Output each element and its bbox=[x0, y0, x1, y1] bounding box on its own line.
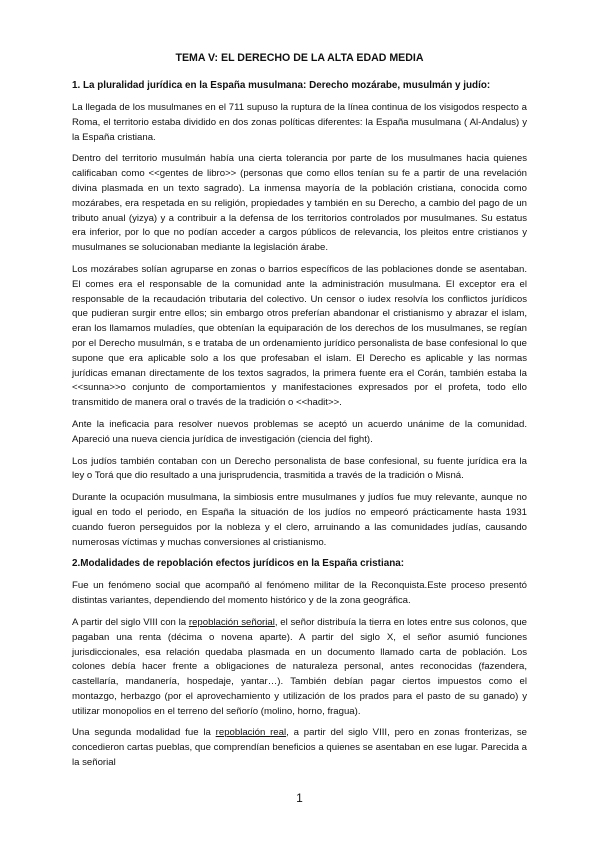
section-1-paragraph-6: Durante la ocupación musulmana, la simbiosis entre musulmanes y judíos fue muy relevante, aunque no igual en todo el periodo, en España la situación de los judíos no empeoró prácticamente hasta 1931 cuando fueron perseguidos por la nobleza y el clero, arruinando a las comunidades judías, causando numerosas víctimas y muchas conversiones al cristianismo. bbox=[72, 492, 527, 548]
underlined-term-repoblacion-real: repoblación real bbox=[215, 727, 287, 739]
section-2-paragraph-2 bbox=[72, 616, 527, 720]
document-title: TEMA V: EL DERECHO DE LA ALTA EDAD MEDIA bbox=[175, 52, 424, 64]
paragraph-text: , a partir del siglo VIII, pero en zonas fronterizas, se concedieron cartas pueblas, que comprendían beneficios a quienes se asentaban en ese lugar. Parecida a la señorial bbox=[72, 727, 527, 769]
section-2-paragraph-1: Fue un fenómeno social que acompañó al fenómeno militar de la Reconquista.Este proceso presentó distintas variantes, dependiendo del momento histórico y de la zona geográfica. bbox=[72, 580, 527, 607]
paragraph-text: Una segunda modalidad fue la bbox=[72, 727, 216, 739]
section-2-heading: 2.Modalidades de repoblación efectos jurídicos en la España cristiana: bbox=[72, 558, 405, 570]
document-page bbox=[72, 52, 527, 778]
paragraph-text: A partir del siglo VIII con la bbox=[72, 616, 189, 628]
section-1-paragraph-3: Los mozárabes solían agruparse en zonas o barrios específicos de las poblaciones donde se asentaban. El comes era el responsable de la comunidad ante la administración musulmana. El exceptor era el responsable de la recaudación tributaria del colectivo. Un censor o iudex resolvía los conflictos jurídicos que pudieran surgir entre ellos; sin embargo otros preferían abandonar el cristianismo y abrazar el islam, eran los llamamos muladíes, que obtenían la equiparación de los derechos de los musulmanes, se regían por el Derecho musulmán, s e trataba de un ordenamiento jurídico personalista de base confesional lo que supone que era aplicable solo a los que profesaban el islam. El Derecho es aplicable y las normas jurídicas emanan directamente de los textos sagrados, la primera fuente era el Corán, también estaba la <<sunna>>o conjunto de comportamientos y manifestaciones expresados por el profeta, todo ello transmitido de manera oral o través de la tradición o <<hadit>>. bbox=[72, 263, 527, 409]
section-1-paragraph-2: Dentro del territorio musulmán había una cierta tolerancia por parte de los musulmanes hacia quienes calificaban como <<gentes de libro>> (personas que como ellos tenían su fe a partir de una revelación divina plasmada en un texto sagrado). La inmensa mayoría de la población cristiana, conocida como mozárabes, era respetada en su religión, propiedades y también en su Derecho, a cambio del pago de un tributo anual (yizya) y a contribuir a la defensa de los territorios controlados por musulmanes. Su estatus era inferior, por lo que no podían acceder a cargos públicos de relevancia, los pleitos entre cristianos y musulmanes se solucionaban mediante la legislación árabe. bbox=[72, 153, 527, 254]
paragraph-text: , el señor distribuía la tierra en lotes entre sus colonos, que pagaban una renta (décima o novena aparte). A partir del siglo X, el señor asumió funciones jurisdiccionales, esa relación quedaba plasmada en un documento llamado carta de población. Los colones debía hacer frente a obligaciones de naturaleza personal, antes reconocidas (fazendera, castellaría, mandanería, hospedaje, yantar…). También debían pagar ciertos impuestos como el montazgo, herbazgo (por el aprovechamiento y utilización de los prados para el pasto de su ganado) y utilizar monopolios en el terreno del señorío (molino, horno, fragua). bbox=[72, 616, 527, 717]
section-1-paragraph-1: La llegada de los musulmanes en el 711 supuso la ruptura de la línea continua de los visigodos respecto a Roma, el territorio estaba dividido en dos zonas políticas diferentes: la España musulmana ( Al-Andalus) y la España cristiana. bbox=[72, 102, 527, 143]
section-1-heading: 1. La pluralidad jurídica en la España musulmana: Derecho mozárabe, musulmán y judío: bbox=[72, 80, 491, 91]
underlined-term-repoblacion-senorial: repoblación señorial bbox=[188, 616, 275, 628]
section-2-paragraph-3 bbox=[72, 726, 527, 770]
section-1-paragraph-5: Los judíos también contaban con un Derecho personalista de base confesional, su fuente jurídica era la ley o Torá que dio resultado a una jurisprudencia, trasmitida a través de la tradición o Misná. bbox=[72, 455, 527, 482]
page-number: 1 bbox=[296, 791, 303, 805]
section-1-paragraph-4: Ante la ineficacia para resolver nuevos problemas se aceptó un acuerdo unánime de la comunidad. Apareció una nueva ciencia jurídica de investigación (ciencia del fight). bbox=[72, 418, 527, 445]
